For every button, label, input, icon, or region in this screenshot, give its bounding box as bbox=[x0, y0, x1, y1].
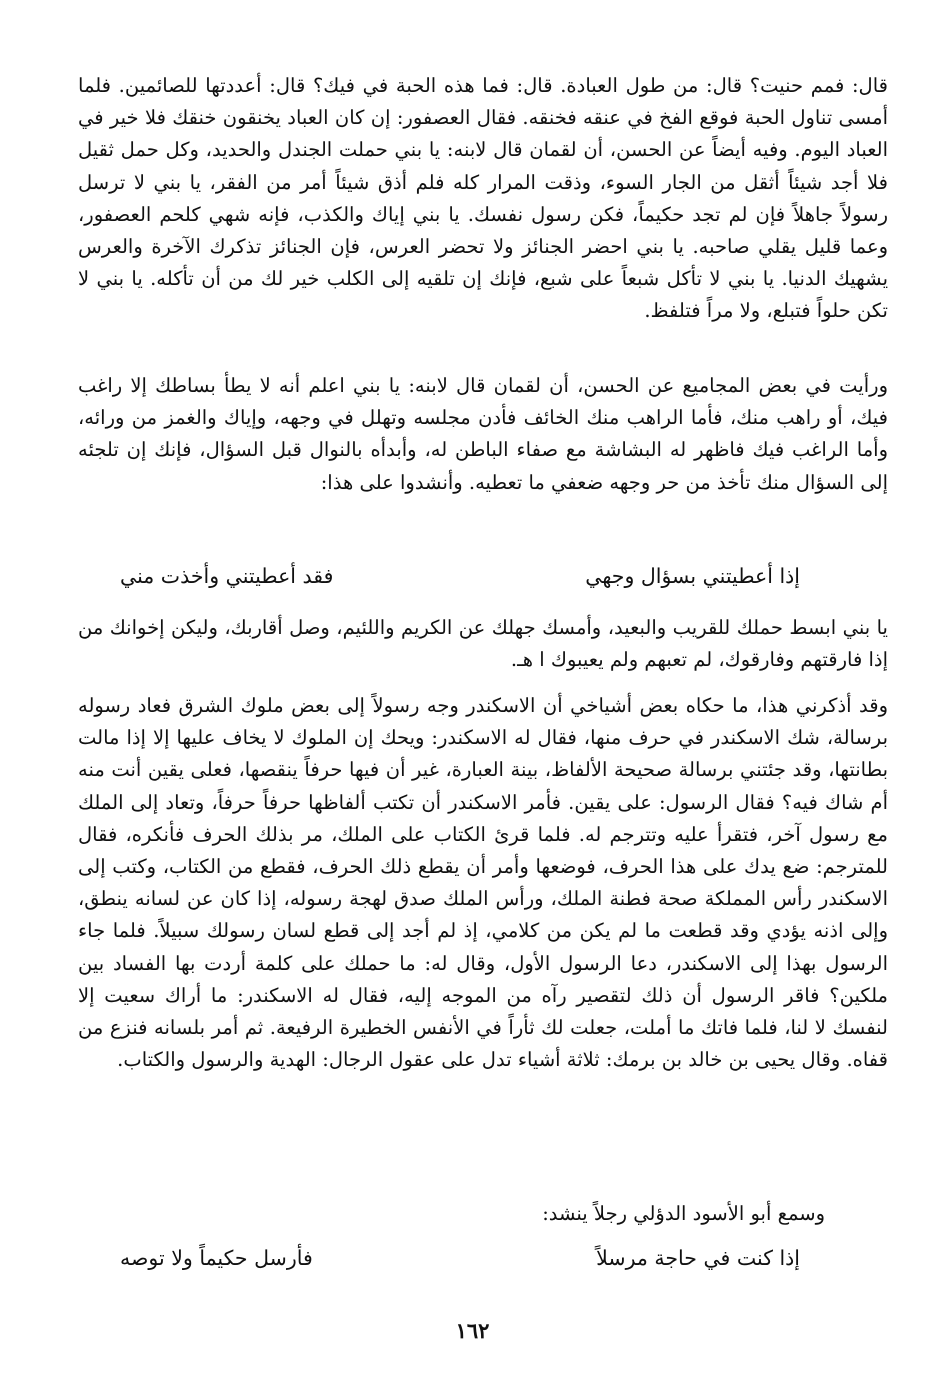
page-number: ١٦٢ bbox=[455, 1318, 490, 1343]
verse-asking bbox=[120, 560, 800, 592]
verse-intro-abu-al-aswad: وسمع أبو الأسود الدؤلي رجلاً ينشد: bbox=[542, 1202, 825, 1225]
verse-messenger bbox=[120, 1242, 800, 1274]
paragraph-luqman-guests: ورأيت في بعض المجاميع عن الحسن، أن لقمان قال لابنه: يا بني اعلم أنه لا يطأ بساطك إلا راغب فيك، أو راهب منك، فأما الراهب منك الخائف فأدن مجلسه وتهلل في وجهه، وإياك والغمز من ورائه، وأما الراغب فيك فاظهر له البشاشة مع صفاء الباطن له، وأبدأه بالنوال قبل السؤال، فإنك إن تلجئه إلى السؤال منك تأخذ من حر وجهه ضعفي ما تعطيه. وأنشدوا على هذا: bbox=[78, 374, 888, 494]
verse-messenger-first-hemistich: إذا كنت في حاجة مرسلاً bbox=[596, 1246, 800, 1270]
verse-asking-second-hemistich: فقد أعطيتني وأخذت مني bbox=[120, 564, 334, 588]
paragraph-alexander-story: وقد أذكرني هذا، ما حكاه بعض أشياخي أن الاسكندر وجه رسولاً إلى بعض ملوك الشرق فعاد رسوله برسالة، شك الاسكندر في حرف منها، فقال له الاسكندر: ويحك إن الملوك لا يخاف عليها إلا إذا مالت بطانتها، وقد جئتني برسالة صحيحة الألفاظ، بينة العبارة، غير أن فيها حرفاً ينقصها، فعلى يقين أنت منه أم شاك فيه؟ فقال الرسول: على يقين. فأمر الاسكندر أن تكتب ألفاظها حرفاً حرفاً، وتعاد إلى الملك مع رسول آخر، فتقرأ عليه وتترجم له. فلما قرئ الكتاب على الملك، مر بذلك الحرف فأنكره، فقال للمترجم: ضع يدك على هذا الحرف، فوضعها وأمر أن يقطع ذلك الحرف، فقطع من الكتاب، وكتب إلى الاسكندر رأس المملكة صحة فطنة الملك، ورأس الملك صدق لهجة رسوله، إذا كان عن لسانه ينطق، وإلى اذنه يؤدي وقد قطعت ما لم يكن من كلامي، إذ لم أجد إلى قطع لسان رسولك سبيلاً. فلما جاء الرسول بهذا إلى الاسكندر، دعا الرسول الأول، وقال له: ما حملك على كلمة أردت بها الفساد بين ملكين؟ فاقر الرسول أن ذلك لتقصير رآه من الموجه إليه، فقال له الاسكندر: ما أراك سعيت إلا لنفسك لا لنا، فلما فاتك ما أملت، جعلت لك ثأراً في الأنفس الخطيرة الرفيعة. ثم أمر بلسانه فنزع من قفاه. وقال يحيى بن خالد بن برمك: ثلاثة أشياء تدل على عقول الرجال: الهدية والرسول والكتاب. bbox=[78, 694, 888, 1072]
verse-asking-first-hemistich: إذا أعطيتني بسؤال وجهي bbox=[585, 564, 800, 588]
verse-messenger-second-hemistich: فأرسل حكيماً ولا توصه bbox=[120, 1246, 313, 1270]
paragraph-kin-advice: يا بني ابسط حملك للقريب والبعيد، وأمسك جهلك عن الكريم واللئيم، وصل أقاربك، وليكن إخوانك من إذا فارقتهم وفارقوك، لم تعبهم ولم يعيبوك ا هـ. bbox=[78, 616, 888, 672]
paragraph-luqman-sayings: قال: فمم حنيت؟ قال: من طول العبادة. قال: فما هذه الحبة في فيك؟ قال: أعددتها للصائمين. فلما أمسى تناول الحبة فوقع الفخ في عنقه فخنقه. فقال العصفور: إن كان العباد يخنقون خنقك فلا خير في العباد اليوم. وفيه أيضاً عن الحسن، أن لقمان قال لابنه: يا بني حملت الجندل والحديد، وكل حمل ثقيل فلا أجد شيئاً أثقل من الجار السوء، وذقت المرار كله فلم أذق شيئاً أمر من الفقر، يا بني لا ترسل رسولاً جاهلاً فإن لم تجد حكيماً، فكن رسول نفسك. يا بني إياك والكذب، فإنه شهي كلحم العصفور، وعما قليل يقلي صاحبه. يا بني احضر الجنائز ولا تحضر العرس، فإن الجنائز تذكرك الآخرة والعرس يشهيك الدنيا. يا بني لا تأكل شبعاً على شبع، فإنك إن تلقيه إلى الكلب خير لك من أن تأكله. يا بني لا تكن حلواً فتبلع، ولا مراً فتلفظ. bbox=[78, 74, 888, 323]
